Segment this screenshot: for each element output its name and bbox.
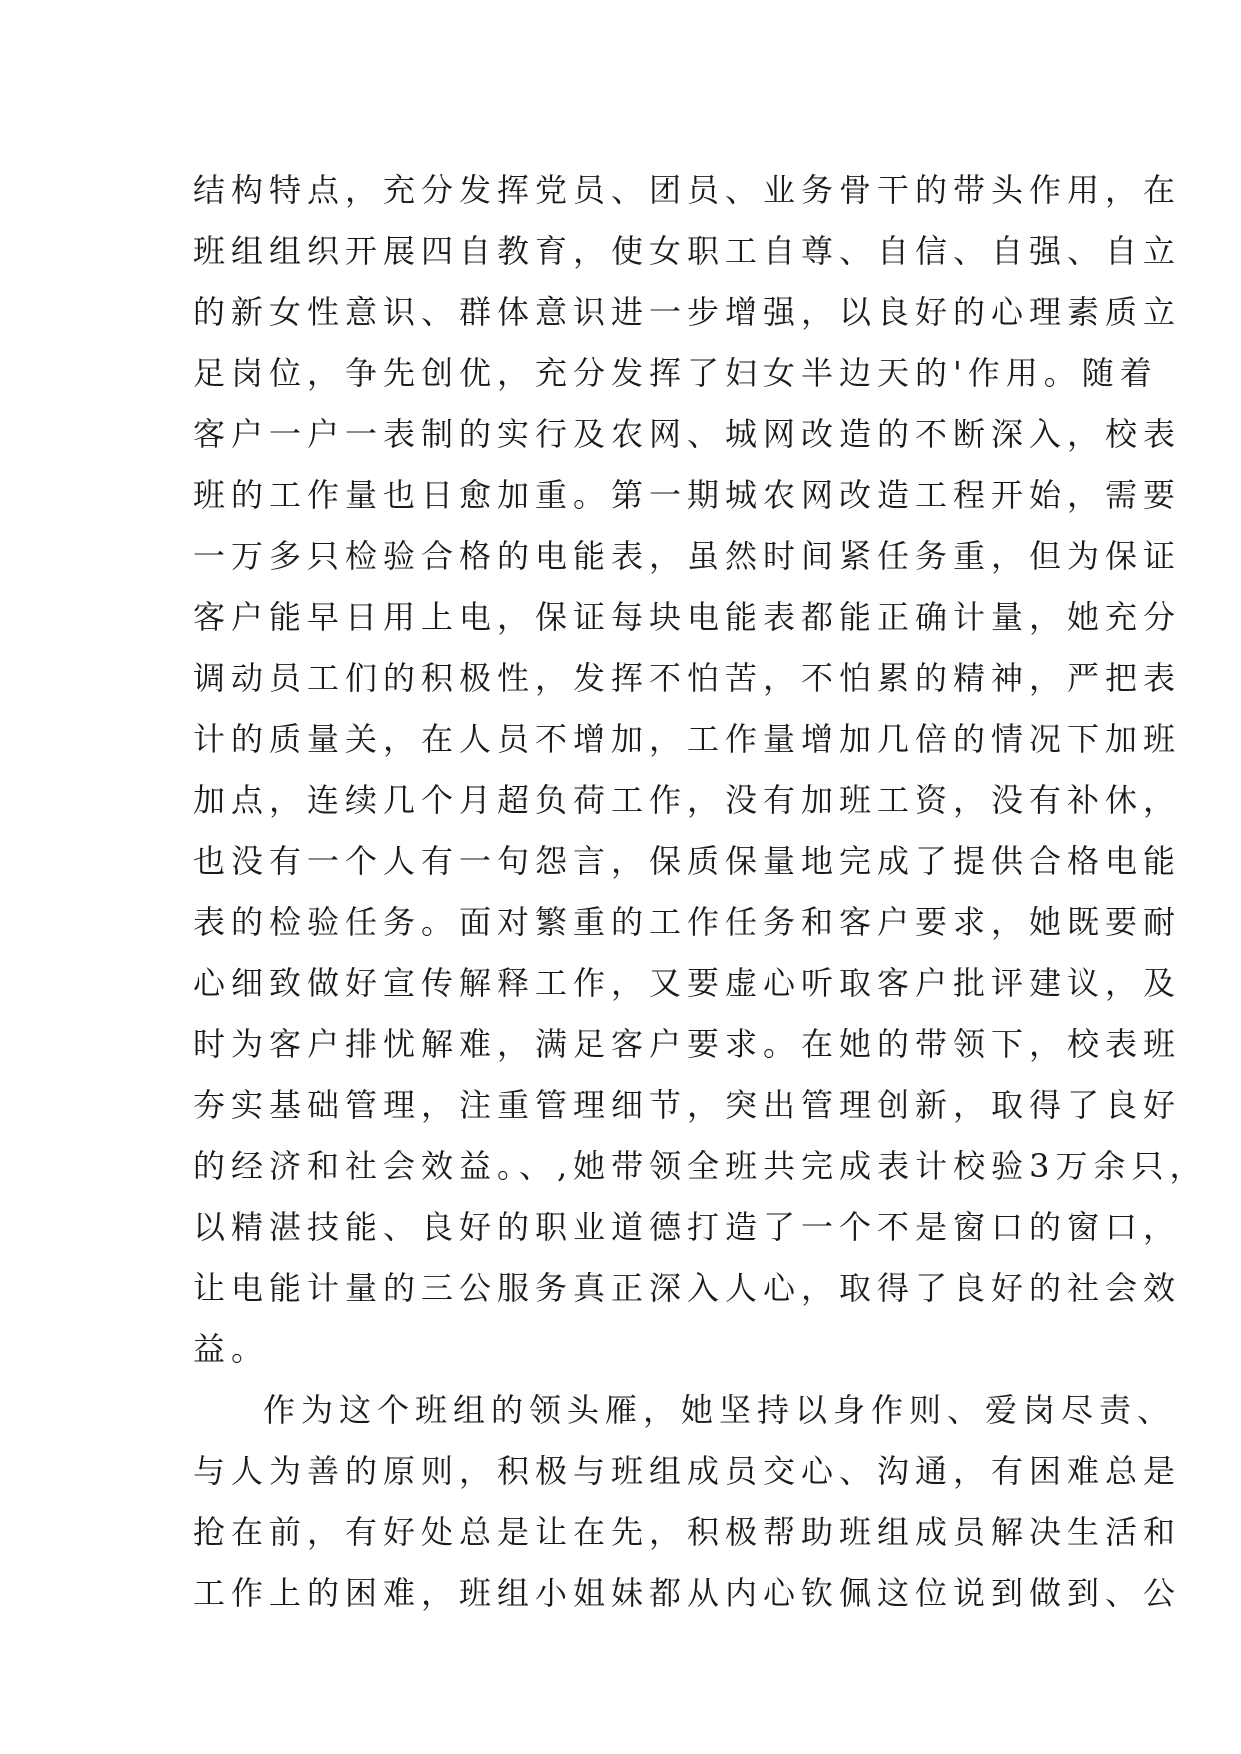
text-line: 班的工作量也日愈加重。第一期城农网改造工程开始，需要	[193, 476, 1182, 514]
text-line: 时为客户排忧解难，满足客户要求。在她的带领下，校表班	[193, 1025, 1182, 1063]
text-line: 结构特点，充分发挥党员、团员、业务骨干的带头作用，在	[193, 171, 1182, 209]
text-line: 心细致做好宣传解释工作，又要虚心听取客户批评建议，及	[193, 964, 1182, 1002]
text-line: 也没有一个人有一句怨言，保质保量地完成了提供合格电能	[193, 842, 1182, 880]
text-line: 益。	[193, 1330, 270, 1368]
text-line: 一万多只检验合格的电能表，虽然时间紧任务重，但为保证	[193, 537, 1182, 575]
text-line: 夯实基础管理，注重管理细节，突出管理创新，取得了良好	[193, 1086, 1182, 1124]
text-line: 计的质量关，在人员不增加，工作量增加几倍的情况下加班	[193, 720, 1182, 758]
text-line: 工作上的困难，班组小姐妹都从内心钦佩这位说到做到、公	[193, 1574, 1182, 1612]
text-line: 的经济和社会效益。、,她带领全班共完成表计校验3万余只，	[193, 1147, 1208, 1185]
body-text	[193, 160, 1208, 1624]
paragraph-start-line: 作为这个班组的领头雁，她坚持以身作则、爱岗尽责、	[263, 1391, 1176, 1429]
text-line: 表的检验任务。面对繁重的工作任务和客户要求，她既要耐	[193, 903, 1182, 941]
text-line: 让电能计量的三公服务真正深入人心，取得了良好的社会效	[193, 1269, 1182, 1307]
text-line: 与人为善的原则，积极与班组成员交心、沟通，有困难总是	[193, 1452, 1182, 1490]
text-line: 以精湛技能、良好的职业道德打造了一个不是窗口的窗口，	[193, 1208, 1182, 1246]
text-line: 加点，连续几个月超负荷工作，没有加班工资，没有补休，	[193, 781, 1182, 819]
text-line: 客户一户一表制的实行及农网、城网改造的不断深入，校表	[193, 415, 1182, 453]
text-line: 客户能早日用上电，保证每块电能表都能正确计量，她充分	[193, 598, 1182, 636]
text-line: 足岗位，争先创优，充分发挥了妇女半边天的'作用。随着	[193, 354, 1158, 392]
text-line: 的新女性意识、群体意识进一步增强，以良好的心理素质立	[193, 293, 1182, 331]
text-line: 班组组织开展四自教育，使女职工自尊、自信、自强、自立	[193, 232, 1182, 270]
text-line: 调动员工们的积极性，发挥不怕苦，不怕累的精神，严把表	[193, 659, 1182, 697]
text-line: 抢在前，有好处总是让在先，积极帮助班组成员解决生活和	[193, 1513, 1182, 1551]
